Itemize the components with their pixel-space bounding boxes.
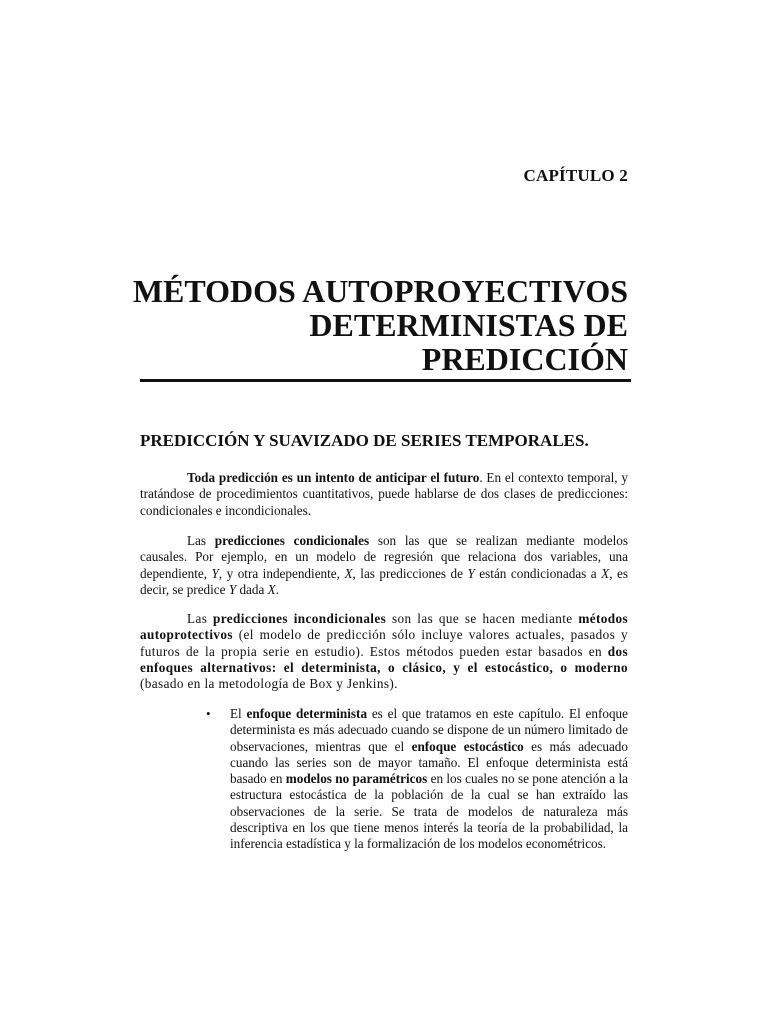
p2-text: están condicionadas a — [474, 565, 602, 581]
paragraph-2 — [140, 533, 628, 598]
p3-bold: predicciones incondicionales — [213, 611, 387, 626]
p3-bold: dos enfoques alternativos: el determinista, o clásico, y el estocástico, o moderno — [140, 643, 628, 675]
p3-text: Las — [187, 611, 214, 626]
p2-text: dada — [236, 581, 268, 597]
p2-text: , es decir, se predice — [140, 565, 628, 597]
p3-text: son las que se hacen mediante — [386, 611, 579, 626]
p2-text: son las que se realizan mediante modelos causales. Por ejemplo, en un modelo de regresión que relaciona dos variables, una dependiente, — [140, 533, 628, 581]
p2-variable: X — [344, 565, 353, 581]
bullet-marker: • — [206, 706, 211, 721]
p4-text: en los cuales no se pone atención a la estructura estocástica de la población de la cual se han extraído las observaciones de la serie. Se trata de modelos de naturaleza más descriptiva en los que tiene menos interés la teoría de la probabilidad, la inferencia estadística y la formalización de los modelos econométricos. — [230, 771, 628, 852]
p4-bold: enfoque determinista — [246, 706, 368, 721]
title-line-3: PREDICCIÓN — [421, 341, 628, 377]
p3-text: (basado en la metodología de Box y Jenkins). — [140, 676, 398, 692]
p1-bold: Toda predicción es un intento de anticipar el futuro — [187, 470, 480, 485]
section-heading: PREDICCIÓN Y SUAVIZADO DE SERIES TEMPORALES. — [140, 431, 589, 450]
p4-text: es el que tratamos en este capítulo. El enfoque determinista es más adecuado cuando se dispone de un número limitado de observaciones, mientras que el — [230, 706, 628, 754]
chapter-label: CAPÍTULO 2 — [523, 166, 628, 185]
p2-variable: X — [267, 581, 276, 597]
p3-text: (el modelo de predicción sólo incluye valores actuales, pasados y futuros de la propia serie en estudio). Estos métodos pueden estar basados en — [140, 627, 628, 659]
p2-variable: Y — [211, 565, 219, 581]
p4-text: El — [230, 706, 247, 721]
p2-variable: Y — [228, 581, 237, 597]
p1-text: . En el contexto temporal, y tratándose de procedimientos cuantitativos, puede hablarse de dos clases de predicciones: condicionales e incondicionales. — [140, 470, 628, 518]
title-line-1: MÉTODOS AUTOPROYECTIVOS — [132, 273, 628, 309]
p4-text: es más adecuado cuando las series son de mayor tamaño. El enfoque determinista está basado en — [230, 738, 628, 787]
p2-bold: predicciones condicionales — [214, 533, 370, 548]
title-underline-rule — [140, 379, 631, 382]
p4-bold: modelos no paramétricos — [285, 771, 428, 787]
chapter-title — [133, 274, 628, 376]
p2-text: , y otra independiente, — [218, 565, 345, 581]
p2-variable: X — [601, 565, 610, 581]
paragraph-1 — [140, 470, 628, 519]
p3-bold: métodos autoprotectivos — [140, 611, 628, 643]
paragraph-3 — [140, 611, 628, 692]
p4-bold: enfoque estocástico — [411, 738, 524, 754]
p2-text: . — [275, 581, 280, 597]
bullet-item — [206, 706, 628, 853]
title-line-2: DETERMINISTAS DE — [309, 307, 628, 343]
p2-variable: Y — [467, 565, 475, 581]
p2-text: , las predicciones de — [352, 565, 468, 581]
p2-text: Las — [187, 533, 215, 548]
